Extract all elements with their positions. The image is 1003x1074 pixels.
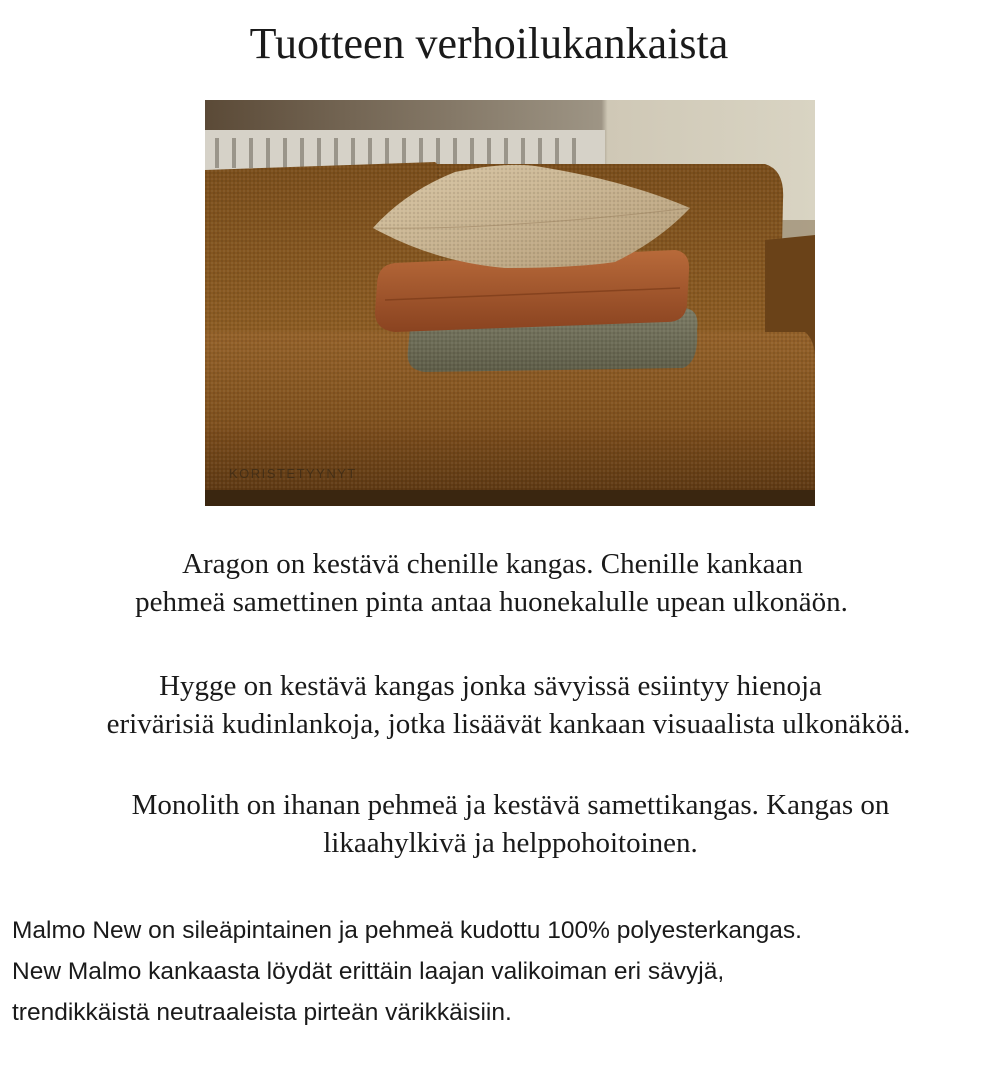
image-caption: KORISTETYYNYT <box>229 466 357 481</box>
paragraph-hygge <box>0 667 1003 743</box>
hygge-line-2: erivärisiä kudinlankoja, jotka lisäävät kankaan visuaalista ulkonäköä. <box>106 708 911 740</box>
paragraph-monolith <box>0 786 1003 862</box>
monolith-line-2: likaahylkivä ja helppohoitoinen. <box>323 827 698 859</box>
malmo-line-1: Malmo New on sileäpintainen ja pehmeä kudottu 100% polyesterkangas. <box>12 917 802 944</box>
monolith-line-1: Monolith on ihanan pehmeä ja kestävä samettikangas. Kangas on <box>131 789 890 821</box>
malmo-line-3: trendikkäistä neutraaleista pirteän värikkäisiin. <box>12 999 512 1026</box>
hygge-line-1: Hygge on kestävä kangas jonka sävyissä esiintyy hienoja <box>159 670 822 702</box>
malmo-line-2: New Malmo kankaasta löydät erittäin laajan valikoiman eri sävyjä, <box>12 958 725 985</box>
aragon-line-2: pehmeä samettinen pinta antaa huonekalulle upean ulkonäön. <box>135 586 848 618</box>
aragon-line-1: Aragon on kestävä chenille kangas. Chenille kankaan <box>182 548 803 580</box>
sofa-photo <box>205 100 815 506</box>
page-title: Tuotteen verhoilukankaista <box>249 19 729 68</box>
paragraph-aragon <box>0 545 1003 621</box>
paragraph-malmo <box>12 910 997 1033</box>
